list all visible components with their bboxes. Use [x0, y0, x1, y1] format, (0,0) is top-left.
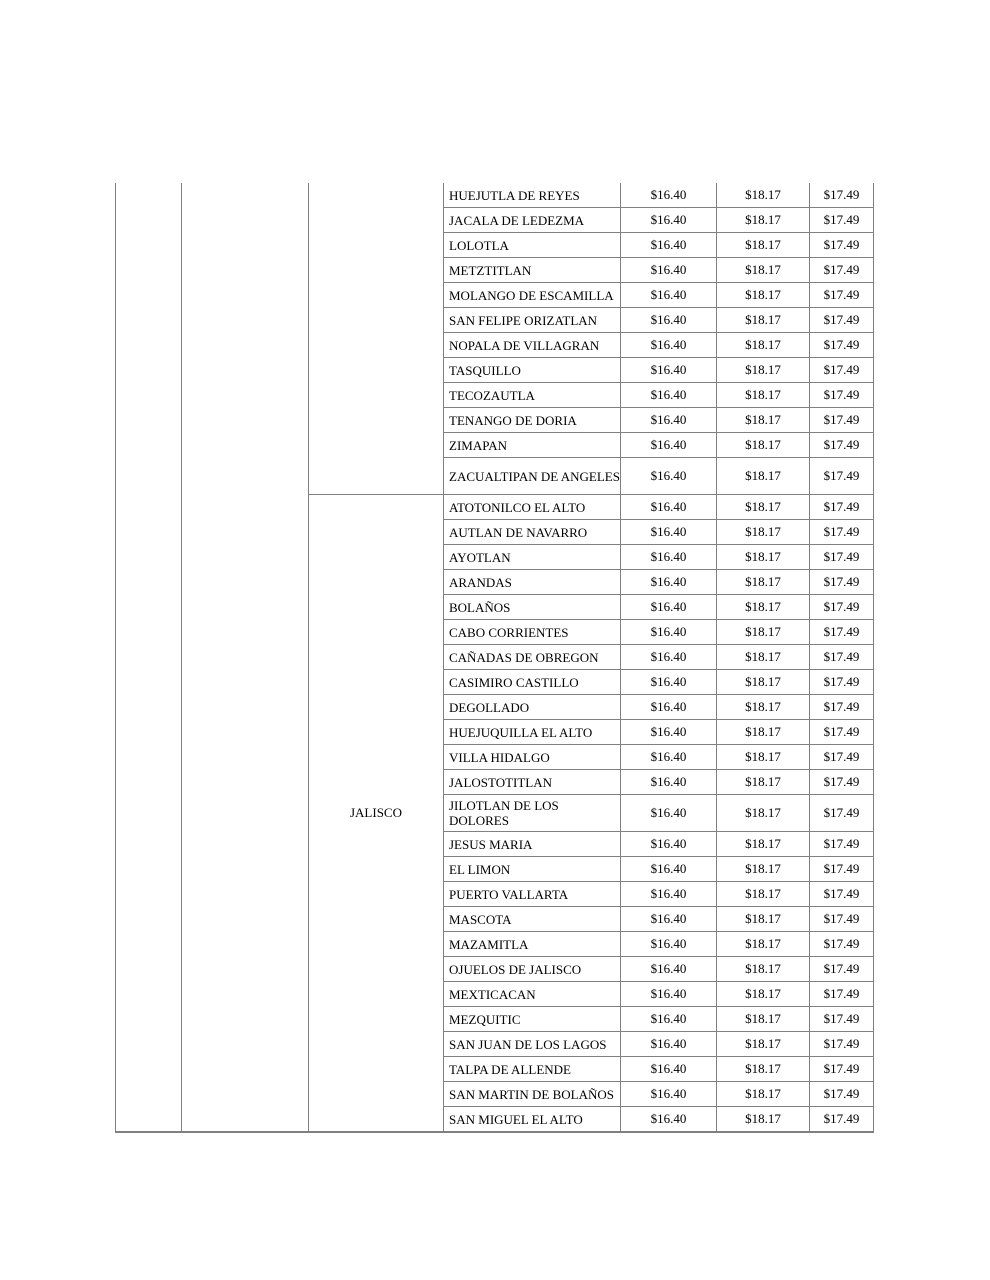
price-cell-3: $17.49: [810, 907, 874, 932]
price-cell-2: $18.17: [717, 183, 810, 208]
price-cell-1: $16.40: [621, 982, 717, 1007]
price-cell-3: $17.49: [810, 795, 874, 832]
municipality-cell: AUTLAN DE NAVARRO: [444, 520, 621, 545]
price-cell-1: $16.40: [621, 520, 717, 545]
price-cell-1: $16.40: [621, 957, 717, 982]
price-cell-1: $16.40: [621, 1032, 717, 1057]
price-cell-1: $16.40: [621, 882, 717, 907]
price-cell-3: $17.49: [810, 720, 874, 745]
price-cell-1: $16.40: [621, 1057, 717, 1082]
municipality-cell: LOLOTLA: [444, 233, 621, 258]
municipality-cell: SAN MARTIN DE BOLAÑOS: [444, 1082, 621, 1107]
price-cell-3: $17.49: [810, 283, 874, 308]
municipality-cell: MEZQUITIC: [444, 1007, 621, 1032]
price-cell-1: $16.40: [621, 383, 717, 408]
price-cell-2: $18.17: [717, 408, 810, 433]
empty-column-2: [182, 183, 309, 1132]
price-cell-1: $16.40: [621, 832, 717, 857]
price-cell-2: $18.17: [717, 1082, 810, 1107]
table-body: [116, 183, 874, 1132]
price-cell-3: $17.49: [810, 857, 874, 882]
price-cell-1: $16.40: [621, 595, 717, 620]
price-cell-3: $17.49: [810, 433, 874, 458]
price-cell-2: $18.17: [717, 358, 810, 383]
price-cell-3: $17.49: [810, 832, 874, 857]
price-cell-2: $18.17: [717, 233, 810, 258]
price-cell-2: $18.17: [717, 882, 810, 907]
price-cell-2: $18.17: [717, 595, 810, 620]
price-cell-2: $18.17: [717, 208, 810, 233]
price-cell-3: $17.49: [810, 957, 874, 982]
municipality-cell: MEXTICACAN: [444, 982, 621, 1007]
empty-column-1: [116, 183, 182, 1132]
price-cell-1: $16.40: [621, 795, 717, 832]
price-cell-2: $18.17: [717, 333, 810, 358]
municipality-cell: MAZAMITLA: [444, 932, 621, 957]
price-cell-3: $17.49: [810, 745, 874, 770]
price-cell-2: $18.17: [717, 283, 810, 308]
municipality-cell: JILOTLAN DE LOS DOLORES: [444, 795, 621, 832]
price-cell-2: $18.17: [717, 570, 810, 595]
price-cell-3: $17.49: [810, 458, 874, 495]
price-cell-3: $17.49: [810, 358, 874, 383]
price-cell-1: $16.40: [621, 358, 717, 383]
price-cell-2: $18.17: [717, 857, 810, 882]
price-cell-1: $16.40: [621, 308, 717, 333]
price-cell-1: $16.40: [621, 670, 717, 695]
price-cell-2: $18.17: [717, 745, 810, 770]
price-cell-2: $18.17: [717, 832, 810, 857]
price-cell-1: $16.40: [621, 720, 717, 745]
price-cell-3: $17.49: [810, 208, 874, 233]
price-cell-3: $17.49: [810, 620, 874, 645]
price-cell-2: $18.17: [717, 258, 810, 283]
price-cell-2: $18.17: [717, 957, 810, 982]
price-cell-1: $16.40: [621, 233, 717, 258]
price-cell-2: $18.17: [717, 1007, 810, 1032]
price-cell-2: $18.17: [717, 932, 810, 957]
price-cell-1: $16.40: [621, 495, 717, 520]
price-cell-3: $17.49: [810, 545, 874, 570]
municipality-cell: NOPALA DE VILLAGRAN: [444, 333, 621, 358]
price-cell-3: $17.49: [810, 670, 874, 695]
price-cell-3: $17.49: [810, 1007, 874, 1032]
price-cell-2: $18.17: [717, 520, 810, 545]
price-cell-3: $17.49: [810, 333, 874, 358]
municipality-cell: JESUS MARIA: [444, 832, 621, 857]
municipality-cell: TENANGO DE DORIA: [444, 408, 621, 433]
price-cell-1: $16.40: [621, 208, 717, 233]
price-table: [115, 183, 874, 1133]
price-cell-2: $18.17: [717, 907, 810, 932]
municipality-cell: SAN MIGUEL EL ALTO: [444, 1107, 621, 1133]
price-cell-2: $18.17: [717, 695, 810, 720]
price-cell-1: $16.40: [621, 1082, 717, 1107]
price-cell-2: $18.17: [717, 645, 810, 670]
price-cell-1: $16.40: [621, 408, 717, 433]
price-cell-2: $18.17: [717, 1057, 810, 1082]
municipality-cell: CABO CORRIENTES: [444, 620, 621, 645]
price-cell-3: $17.49: [810, 695, 874, 720]
price-cell-1: $16.40: [621, 932, 717, 957]
price-cell-3: $17.49: [810, 408, 874, 433]
price-cell-2: $18.17: [717, 720, 810, 745]
municipality-cell: SAN JUAN DE LOS LAGOS: [444, 1032, 621, 1057]
municipality-cell: VILLA HIDALGO: [444, 745, 621, 770]
municipality-cell: TECOZAUTLA: [444, 383, 621, 408]
price-cell-1: $16.40: [621, 745, 717, 770]
municipality-cell: ZACUALTIPAN DE ANGELES: [444, 458, 621, 495]
municipality-cell: ATOTONILCO EL ALTO: [444, 495, 621, 520]
price-cell-3: $17.49: [810, 520, 874, 545]
municipality-cell: TALPA DE ALLENDE: [444, 1057, 621, 1082]
municipality-cell: ZIMAPAN: [444, 433, 621, 458]
municipality-cell: CASIMIRO CASTILLO: [444, 670, 621, 695]
price-cell-2: $18.17: [717, 982, 810, 1007]
price-cell-3: $17.49: [810, 595, 874, 620]
price-cell-2: $18.17: [717, 433, 810, 458]
price-cell-3: $17.49: [810, 1032, 874, 1057]
price-cell-3: $17.49: [810, 258, 874, 283]
price-cell-3: $17.49: [810, 308, 874, 333]
municipality-cell: DEGOLLADO: [444, 695, 621, 720]
price-cell-2: $18.17: [717, 495, 810, 520]
price-cell-1: $16.40: [621, 283, 717, 308]
price-cell-2: $18.17: [717, 308, 810, 333]
price-cell-3: $17.49: [810, 1107, 874, 1133]
price-cell-2: $18.17: [717, 545, 810, 570]
municipality-cell: HUEJUQUILLA EL ALTO: [444, 720, 621, 745]
price-cell-2: $18.17: [717, 383, 810, 408]
price-cell-1: $16.40: [621, 907, 717, 932]
price-cell-1: $16.40: [621, 458, 717, 495]
municipality-cell: CAÑADAS DE OBREGON: [444, 645, 621, 670]
price-cell-3: $17.49: [810, 383, 874, 408]
municipality-cell: EL LIMON: [444, 857, 621, 882]
price-cell-1: $16.40: [621, 570, 717, 595]
municipality-cell: SAN FELIPE ORIZATLAN: [444, 308, 621, 333]
price-cell-3: $17.49: [810, 932, 874, 957]
price-cell-1: $16.40: [621, 183, 717, 208]
price-cell-1: $16.40: [621, 645, 717, 670]
price-cell-2: $18.17: [717, 1032, 810, 1057]
price-cell-2: $18.17: [717, 458, 810, 495]
municipality-cell: JACALA DE LEDEZMA: [444, 208, 621, 233]
municipality-cell: HUEJUTLA DE REYES: [444, 183, 621, 208]
municipality-cell: PUERTO VALLARTA: [444, 882, 621, 907]
municipality-cell: METZTITLAN: [444, 258, 621, 283]
table-row: [116, 183, 874, 208]
price-cell-1: $16.40: [621, 1107, 717, 1133]
price-cell-1: $16.40: [621, 258, 717, 283]
state-cell: [309, 183, 444, 495]
municipality-cell: MOLANGO DE ESCAMILLA: [444, 283, 621, 308]
price-cell-1: $16.40: [621, 333, 717, 358]
price-cell-3: $17.49: [810, 1082, 874, 1107]
municipality-cell: ARANDAS: [444, 570, 621, 595]
price-cell-2: $18.17: [717, 620, 810, 645]
state-cell: JALISCO: [309, 495, 444, 1133]
price-cell-1: $16.40: [621, 770, 717, 795]
price-cell-2: $18.17: [717, 1107, 810, 1133]
municipality-cell: JALOSTOTITLAN: [444, 770, 621, 795]
price-cell-3: $17.49: [810, 645, 874, 670]
price-cell-3: $17.49: [810, 570, 874, 595]
price-cell-2: $18.17: [717, 795, 810, 832]
price-cell-3: $17.49: [810, 233, 874, 258]
price-cell-1: $16.40: [621, 620, 717, 645]
price-cell-3: $17.49: [810, 982, 874, 1007]
price-cell-1: $16.40: [621, 1007, 717, 1032]
price-cell-3: $17.49: [810, 183, 874, 208]
municipality-cell: OJUELOS DE JALISCO: [444, 957, 621, 982]
price-cell-1: $16.40: [621, 545, 717, 570]
price-cell-1: $16.40: [621, 857, 717, 882]
price-cell-1: $16.40: [621, 695, 717, 720]
price-cell-1: $16.40: [621, 433, 717, 458]
price-cell-3: $17.49: [810, 495, 874, 520]
price-cell-3: $17.49: [810, 882, 874, 907]
price-cell-3: $17.49: [810, 770, 874, 795]
price-cell-2: $18.17: [717, 670, 810, 695]
municipality-cell: BOLAÑOS: [444, 595, 621, 620]
price-cell-2: $18.17: [717, 770, 810, 795]
municipality-cell: TASQUILLO: [444, 358, 621, 383]
municipality-cell: MASCOTA: [444, 907, 621, 932]
municipality-cell: AYOTLAN: [444, 545, 621, 570]
price-cell-3: $17.49: [810, 1057, 874, 1082]
